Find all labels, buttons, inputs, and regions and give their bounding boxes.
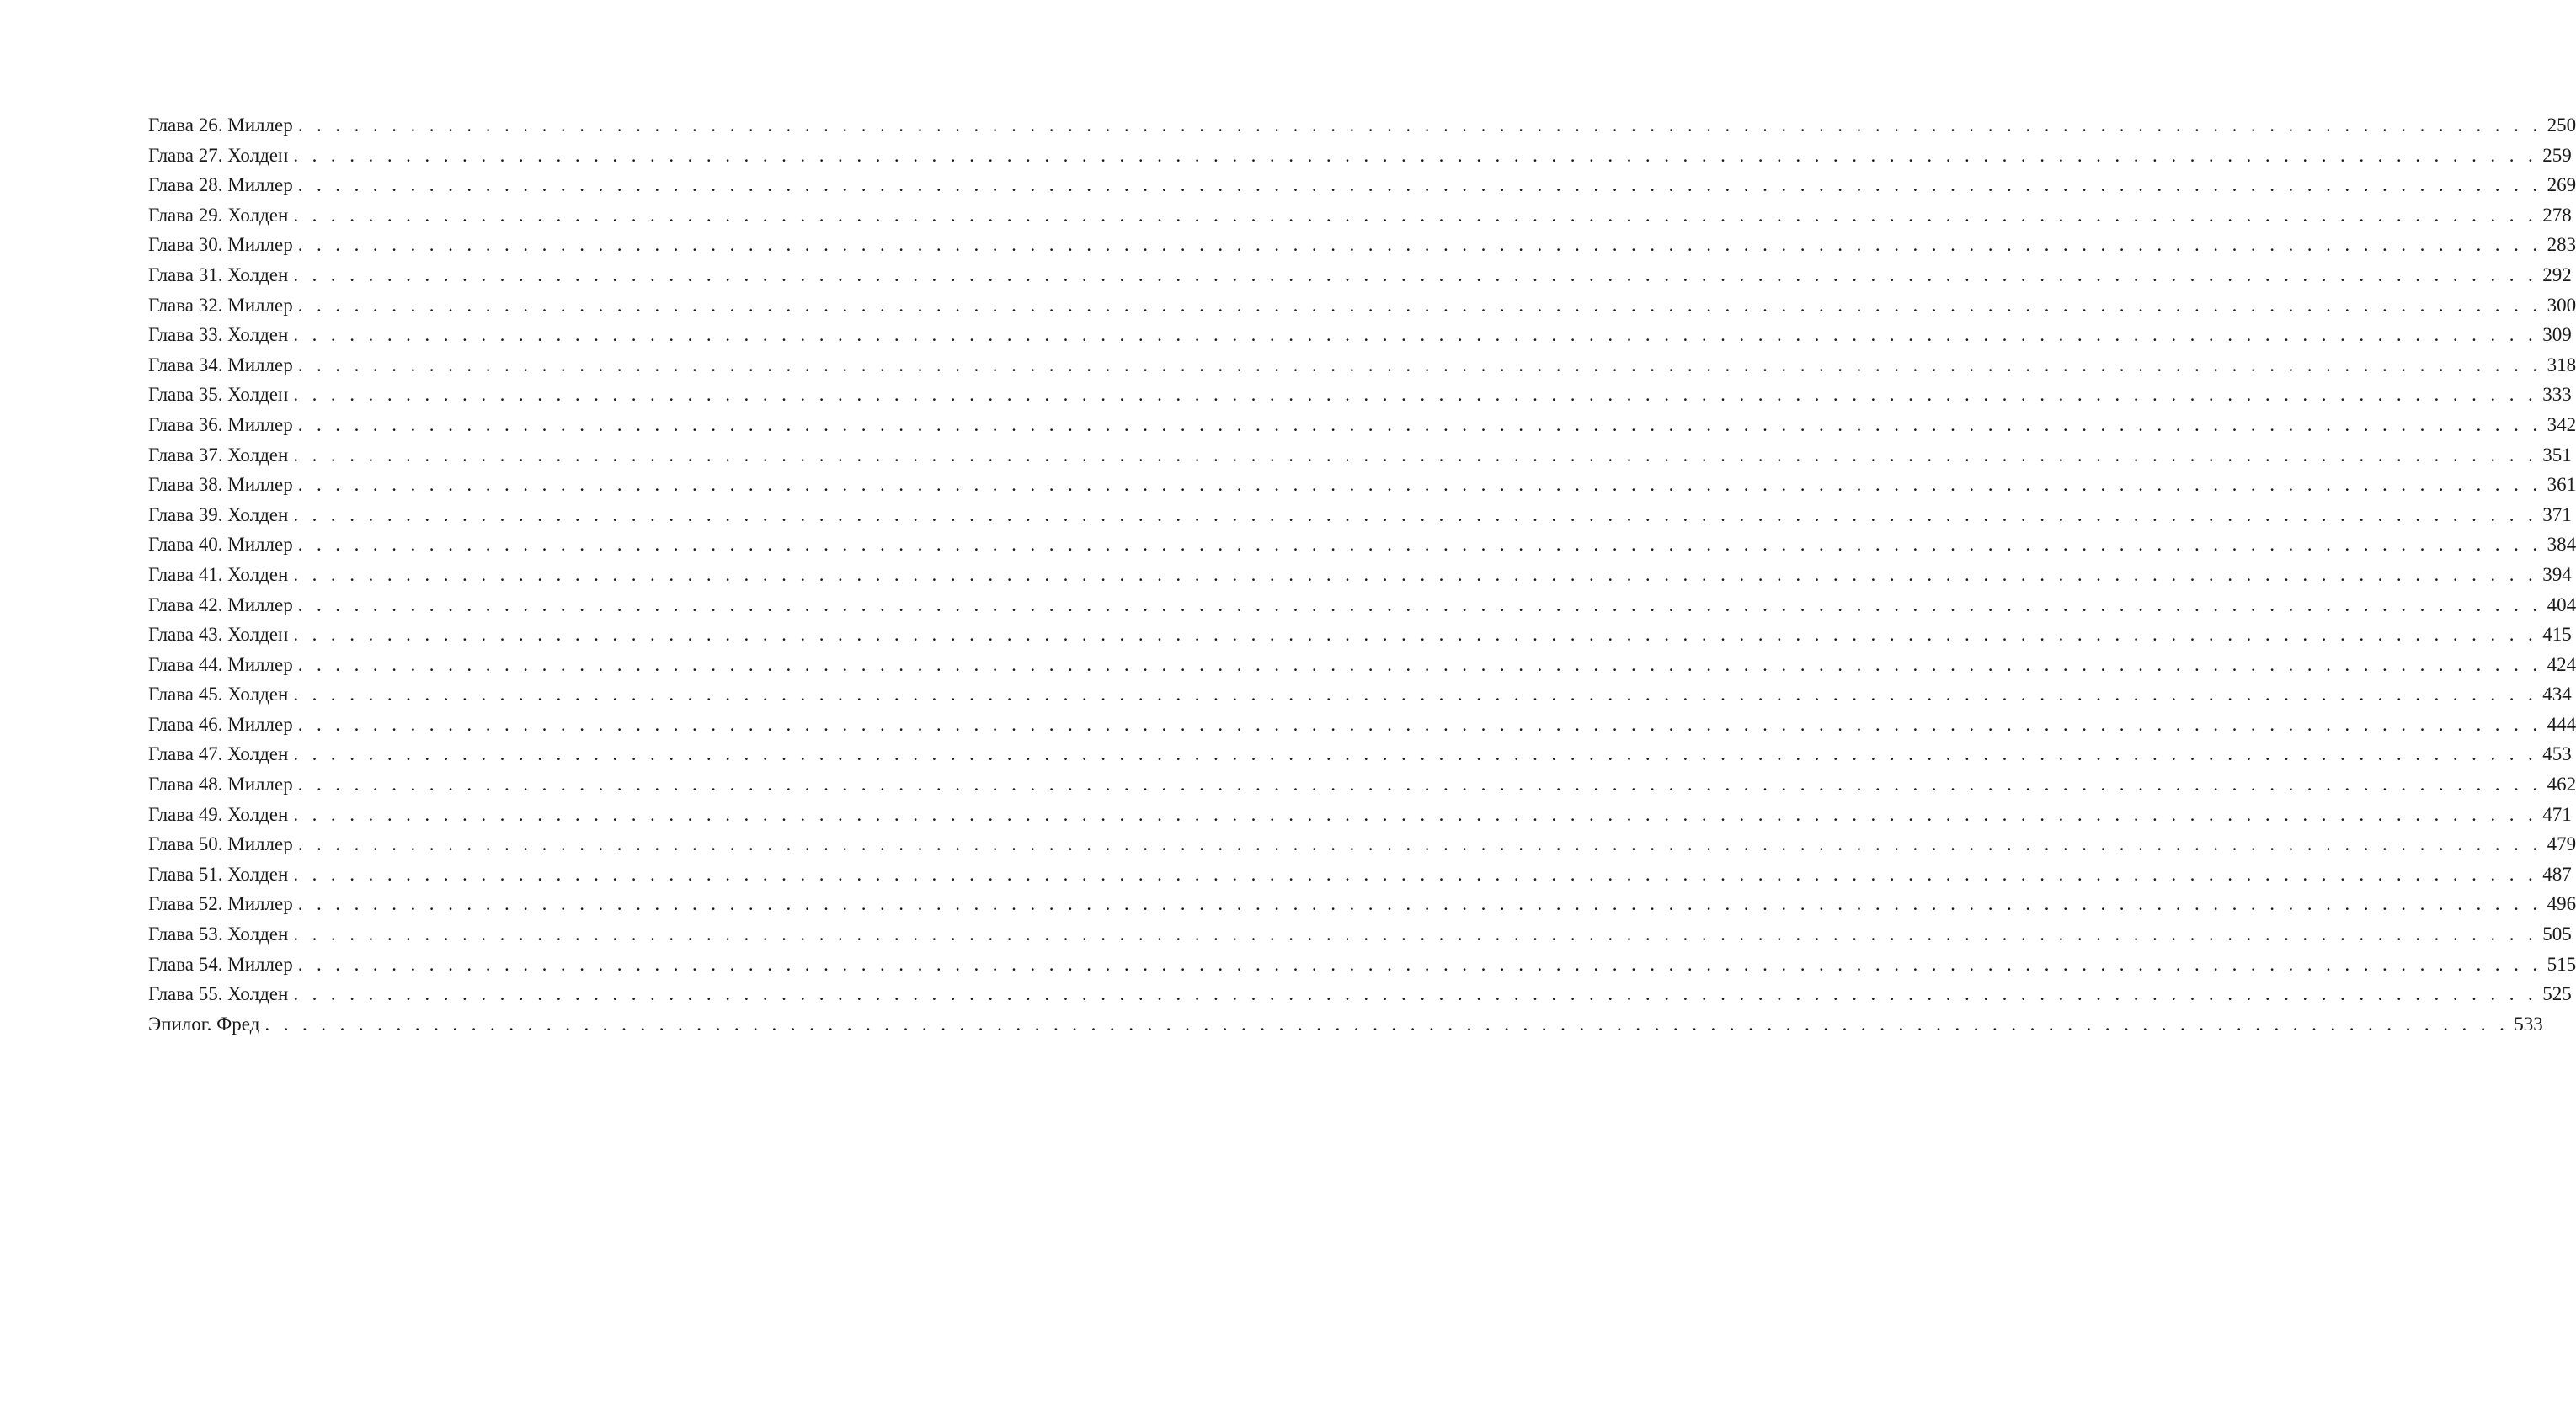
toc-entry-title: Глава 39. Холден	[148, 503, 289, 525]
toc-entry-page-number: 309	[2542, 324, 2572, 346]
toc-entry-page-number: 342	[2547, 413, 2576, 435]
dot-leader: . . . . . . . . . . . . . . . . . . . . . . . . . . . . . . . . . . . . . . . . . . . . . . . . . . . . . . . . . . . . . . . . . . . . . . . . . . . . . . . . . . . . . . . . . . . . . . . . . . . . . . . . . . . . . . . . . . . . . . . .	[297, 294, 2542, 316]
dot-leader: . . . . . . . . . . . . . . . . . . . . . . . . . . . . . . . . . . . . . . . . . . . . . . . . . . . . . . . . . . . . . . . . . . . . . . . . . . . . . . . . . . . . . . . . . . . . . . . . . . . . . . . . . . . . . . . . . . . . . . . .	[293, 204, 2538, 226]
toc-entry-title: Глава 34. Миллер	[148, 354, 293, 375]
toc-entry-page-number: 269	[2547, 174, 2576, 196]
dot-leader: . . . . . . . . . . . . . . . . . . . . . . . . . . . . . . . . . . . . . . . . . . . . . . . . . . . . . . . . . . . . . . . . . . . . . . . . . . . . . . . . . . . . . . . . . . . . . . . . . . . . . . . . . . . . . . . . . . . . . . . .	[297, 174, 2542, 196]
toc-entry-title: Глава 44. Миллер	[148, 653, 293, 675]
toc-entry-title: Глава 31. Холден	[148, 263, 289, 285]
toc-entry[interactable]	[148, 110, 2576, 141]
toc-entry-title: Глава 33. Холден	[148, 324, 289, 346]
dot-leader: . . . . . . . . . . . . . . . . . . . . . . . . . . . . . . . . . . . . . . . . . . . . . . . . . . . . . . . . . . . . . . . . . . . . . . . . . . . . . . . . . . . . . . . . . . . . . . . . . . . . . . . . . . . . . . . . . . . . . . . .	[293, 563, 2538, 585]
toc-entry[interactable]	[148, 410, 2576, 440]
dot-leader: . . . . . . . . . . . . . . . . . . . . . . . . . . . . . . . . . . . . . . . . . . . . . . . . . . . . . . . . . . . . . . . . . . . . . . . . . . . . . . . . . . . . . . . . . . . . . . . . . . . . . . . . . . . . . . . . . . . . . . . .	[297, 953, 2542, 975]
dot-leader: . . . . . . . . . . . . . . . . . . . . . . . . . . . . . . . . . . . . . . . . . . . . . . . . . . . . . . . . . . . . . . . . . . . . . . . . . . . . . . . . . . . . . . . . . . . . . . . . . . . . . . . . . . . . . . . . . . . . . . . .	[297, 593, 2542, 615]
toc-entry-title: Глава 38. Миллер	[148, 474, 293, 496]
toc-entry-page-number: 515	[2547, 953, 2576, 975]
toc-entry-page-number: 424	[2547, 653, 2576, 675]
toc-entry-title: Глава 52. Миллер	[148, 893, 293, 915]
dot-leader: . . . . . . . . . . . . . . . . . . . . . . . . . . . . . . . . . . . . . . . . . . . . . . . . . . . . . . . . . . . . . . . . . . . . . . . . . . . . . . . . . . . . . . . . . . . . . . . . . . . . . . . . . . . . . . . . . . . . . . . .	[293, 503, 2538, 525]
toc-entry-page-number: 361	[2547, 474, 2576, 496]
dot-leader: . . . . . . . . . . . . . . . . . . . . . . . . . . . . . . . . . . . . . . . . . . . . . . . . . . . . . . . . . . . . . . . . . . . . . . . . . . . . . . . . . . . . . . . . . . . . . . . . . . . . . . . . . . . . . . . . . . . . . . . .	[293, 983, 2538, 1005]
toc-entry[interactable]	[148, 710, 2576, 740]
toc-entry-title: Глава 49. Холден	[148, 803, 289, 825]
dot-leader: . . . . . . . . . . . . . . . . . . . . . . . . . . . . . . . . . . . . . . . . . . . . . . . . . . . . . . . . . . . . . . . . . . . . . . . . . . . . . . . . . . . . . . . . . . . . . . . . . . . . . . . . . . . . . . . . . . . . . . . .	[293, 444, 2538, 466]
toc-entry-title: Глава 46. Миллер	[148, 713, 293, 735]
toc-entry-page-number: 371	[2542, 503, 2572, 525]
toc-entry-page-number: 283	[2547, 234, 2576, 256]
dot-leader: . . . . . . . . . . . . . . . . . . . . . . . . . . . . . . . . . . . . . . . . . . . . . . . . . . . . . . . . . . . . . . . . . . . . . . . . . . . . . . . . . . . . . . . . . . . . . . . . . . . . . . . . . . . . . . . . . . . . . . . .	[264, 1013, 2509, 1035]
dot-leader: . . . . . . . . . . . . . . . . . . . . . . . . . . . . . . . . . . . . . . . . . . . . . . . . . . . . . . . . . . . . . . . . . . . . . . . . . . . . . . . . . . . . . . . . . . . . . . . . . . . . . . . . . . . . . . . . . . . . . . . .	[293, 863, 2538, 885]
dot-leader: . . . . . . . . . . . . . . . . . . . . . . . . . . . . . . . . . . . . . . . . . . . . . . . . . . . . . . . . . . . . . . . . . . . . . . . . . . . . . . . . . . . . . . . . . . . . . . . . . . . . . . . . . . . . . . . . . . . . . . . .	[293, 384, 2538, 406]
dot-leader: . . . . . . . . . . . . . . . . . . . . . . . . . . . . . . . . . . . . . . . . . . . . . . . . . . . . . . . . . . . . . . . . . . . . . . . . . . . . . . . . . . . . . . . . . . . . . . . . . . . . . . . . . . . . . . . . . . . . . . . .	[297, 354, 2542, 375]
toc-entry-title: Глава 37. Холден	[148, 444, 289, 466]
toc-entry-title: Глава 28. Миллер	[148, 174, 293, 196]
toc-entry[interactable]	[148, 290, 2576, 321]
toc-entry-page-number: 462	[2547, 774, 2576, 796]
toc-entry-page-number: 278	[2542, 204, 2572, 226]
toc-entry[interactable]	[148, 650, 2576, 680]
dot-leader: . . . . . . . . . . . . . . . . . . . . . . . . . . . . . . . . . . . . . . . . . . . . . . . . . . . . . . . . . . . . . . . . . . . . . . . . . . . . . . . . . . . . . . . . . . . . . . . . . . . . . . . . . . . . . . . . . . . . . . . .	[293, 624, 2538, 646]
dot-leader: . . . . . . . . . . . . . . . . . . . . . . . . . . . . . . . . . . . . . . . . . . . . . . . . . . . . . . . . . . . . . . . . . . . . . . . . . . . . . . . . . . . . . . . . . . . . . . . . . . . . . . . . . . . . . . . . . . . . . . . .	[297, 893, 2542, 915]
dot-leader: . . . . . . . . . . . . . . . . . . . . . . . . . . . . . . . . . . . . . . . . . . . . . . . . . . . . . . . . . . . . . . . . . . . . . . . . . . . . . . . . . . . . . . . . . . . . . . . . . . . . . . . . . . . . . . . . . . . . . . . .	[297, 234, 2542, 256]
dot-leader: . . . . . . . . . . . . . . . . . . . . . . . . . . . . . . . . . . . . . . . . . . . . . . . . . . . . . . . . . . . . . . . . . . . . . . . . . . . . . . . . . . . . . . . . . . . . . . . . . . . . . . . . . . . . . . . . . . . . . . . .	[297, 114, 2542, 136]
toc-entry-title: Глава 48. Миллер	[148, 774, 293, 796]
dot-leader: . . . . . . . . . . . . . . . . . . . . . . . . . . . . . . . . . . . . . . . . . . . . . . . . . . . . . . . . . . . . . . . . . . . . . . . . . . . . . . . . . . . . . . . . . . . . . . . . . . . . . . . . . . . . . . . . . . . . . . . .	[293, 803, 2538, 825]
dot-leader: . . . . . . . . . . . . . . . . . . . . . . . . . . . . . . . . . . . . . . . . . . . . . . . . . . . . . . . . . . . . . . . . . . . . . . . . . . . . . . . . . . . . . . . . . . . . . . . . . . . . . . . . . . . . . . . . . . . . . . . .	[297, 534, 2542, 556]
toc-entry[interactable]	[148, 889, 2576, 919]
toc-entry-title: Глава 45. Холден	[148, 684, 289, 705]
toc-entry[interactable]	[148, 470, 2576, 500]
toc-entry[interactable]	[148, 320, 2572, 350]
toc-entry[interactable]	[148, 200, 2572, 231]
toc-entry-page-number: 525	[2542, 983, 2572, 1005]
dot-leader: . . . . . . . . . . . . . . . . . . . . . . . . . . . . . . . . . . . . . . . . . . . . . . . . . . . . . . . . . . . . . . . . . . . . . . . . . . . . . . . . . . . . . . . . . . . . . . . . . . . . . . . . . . . . . . . . . . . . . . . .	[297, 653, 2542, 675]
toc-entry[interactable]	[148, 380, 2572, 410]
toc-entry-title: Глава 30. Миллер	[148, 234, 293, 256]
toc-entry[interactable]	[148, 530, 2576, 560]
toc-entry[interactable]	[148, 350, 2576, 381]
toc-entry-page-number: 333	[2542, 384, 2572, 406]
toc-entry[interactable]	[148, 979, 2572, 1009]
dot-leader: . . . . . . . . . . . . . . . . . . . . . . . . . . . . . . . . . . . . . . . . . . . . . . . . . . . . . . . . . . . . . . . . . . . . . . . . . . . . . . . . . . . . . . . . . . . . . . . . . . . . . . . . . . . . . . . . . . . . . . . .	[297, 413, 2542, 435]
dot-leader: . . . . . . . . . . . . . . . . . . . . . . . . . . . . . . . . . . . . . . . . . . . . . . . . . . . . . . . . . . . . . . . . . . . . . . . . . . . . . . . . . . . . . . . . . . . . . . . . . . . . . . . . . . . . . . . . . . . . . . . .	[293, 743, 2538, 765]
dot-leader: . . . . . . . . . . . . . . . . . . . . . . . . . . . . . . . . . . . . . . . . . . . . . . . . . . . . . . . . . . . . . . . . . . . . . . . . . . . . . . . . . . . . . . . . . . . . . . . . . . . . . . . . . . . . . . . . . . . . . . . .	[293, 923, 2538, 945]
toc-entry-title: Глава 40. Миллер	[148, 534, 293, 556]
toc-entry[interactable]	[148, 739, 2572, 769]
dot-leader: . . . . . . . . . . . . . . . . . . . . . . . . . . . . . . . . . . . . . . . . . . . . . . . . . . . . . . . . . . . . . . . . . . . . . . . . . . . . . . . . . . . . . . . . . . . . . . . . . . . . . . . . . . . . . . . . . . . . . . . .	[293, 684, 2538, 705]
toc-entry-page-number: 318	[2547, 354, 2576, 375]
toc-entry-page-number: 496	[2547, 893, 2576, 915]
toc-entry-page-number: 300	[2547, 294, 2576, 316]
dot-leader: . . . . . . . . . . . . . . . . . . . . . . . . . . . . . . . . . . . . . . . . . . . . . . . . . . . . . . . . . . . . . . . . . . . . . . . . . . . . . . . . . . . . . . . . . . . . . . . . . . . . . . . . . . . . . . . . . . . . . . . .	[293, 263, 2538, 285]
toc-entry-page-number: 479	[2547, 833, 2576, 855]
toc-entry-title: Глава 54. Миллер	[148, 953, 293, 975]
toc-entry[interactable]	[148, 919, 2572, 950]
toc-entry[interactable]	[148, 769, 2576, 800]
toc-entry-title: Глава 51. Холден	[148, 863, 289, 885]
toc-entry-title: Глава 41. Холден	[148, 563, 289, 585]
toc-entry[interactable]	[148, 440, 2572, 471]
toc-entry[interactable]	[148, 260, 2572, 290]
table-of-contents	[148, 110, 2576, 1039]
toc-entry-page-number: 533	[2514, 1013, 2543, 1035]
toc-entry-title: Глава 27. Холден	[148, 144, 289, 166]
toc-entry[interactable]	[148, 829, 2576, 859]
toc-entry-title: Глава 36. Миллер	[148, 413, 293, 435]
toc-entry[interactable]	[148, 679, 2572, 710]
dot-leader: . . . . . . . . . . . . . . . . . . . . . . . . . . . . . . . . . . . . . . . . . . . . . . . . . . . . . . . . . . . . . . . . . . . . . . . . . . . . . . . . . . . . . . . . . . . . . . . . . . . . . . . . . . . . . . . . . . . . . . . .	[297, 833, 2542, 855]
toc-entry[interactable]	[148, 590, 2576, 620]
toc-entry-page-number: 487	[2542, 863, 2572, 885]
dot-leader: . . . . . . . . . . . . . . . . . . . . . . . . . . . . . . . . . . . . . . . . . . . . . . . . . . . . . . . . . . . . . . . . . . . . . . . . . . . . . . . . . . . . . . . . . . . . . . . . . . . . . . . . . . . . . . . . . . . . . . . .	[297, 474, 2542, 496]
toc-entry-title: Глава 43. Холден	[148, 624, 289, 646]
toc-entry-page-number: 505	[2542, 923, 2572, 945]
toc-entry[interactable]	[148, 170, 2576, 200]
toc-entry-title: Глава 42. Миллер	[148, 593, 293, 615]
dot-leader: . . . . . . . . . . . . . . . . . . . . . . . . . . . . . . . . . . . . . . . . . . . . . . . . . . . . . . . . . . . . . . . . . . . . . . . . . . . . . . . . . . . . . . . . . . . . . . . . . . . . . . . . . . . . . . . . . . . . . . . .	[297, 713, 2542, 735]
toc-entry-page-number: 384	[2547, 534, 2576, 556]
dot-leader: . . . . . . . . . . . . . . . . . . . . . . . . . . . . . . . . . . . . . . . . . . . . . . . . . . . . . . . . . . . . . . . . . . . . . . . . . . . . . . . . . . . . . . . . . . . . . . . . . . . . . . . . . . . . . . . . . . . . . . . .	[293, 144, 2538, 166]
toc-entry-page-number: 434	[2542, 684, 2572, 705]
toc-entry-page-number: 471	[2542, 803, 2572, 825]
toc-entry-page-number: 250	[2547, 114, 2576, 136]
toc-entry-title: Глава 26. Миллер	[148, 114, 293, 136]
toc-entry-title: Глава 32. Миллер	[148, 294, 293, 316]
toc-entry[interactable]	[148, 141, 2572, 171]
toc-entry[interactable]	[148, 859, 2572, 890]
toc-entry[interactable]	[148, 950, 2576, 980]
dot-leader: . . . . . . . . . . . . . . . . . . . . . . . . . . . . . . . . . . . . . . . . . . . . . . . . . . . . . . . . . . . . . . . . . . . . . . . . . . . . . . . . . . . . . . . . . . . . . . . . . . . . . . . . . . . . . . . . . . . . . . . .	[293, 324, 2538, 346]
toc-entry-page-number: 453	[2542, 743, 2572, 765]
toc-entry-page-number: 259	[2542, 144, 2572, 166]
toc-entry-title: Глава 47. Холден	[148, 743, 289, 765]
toc-entry-title: Глава 53. Холден	[148, 923, 289, 945]
toc-entry-page-number: 415	[2542, 624, 2572, 646]
toc-entry[interactable]	[148, 800, 2572, 830]
toc-entry-title: Глава 35. Холден	[148, 384, 289, 406]
toc-entry[interactable]	[148, 560, 2572, 590]
dot-leader: . . . . . . . . . . . . . . . . . . . . . . . . . . . . . . . . . . . . . . . . . . . . . . . . . . . . . . . . . . . . . . . . . . . . . . . . . . . . . . . . . . . . . . . . . . . . . . . . . . . . . . . . . . . . . . . . . . . . . . . .	[297, 774, 2542, 796]
toc-entry[interactable]	[148, 230, 2576, 260]
toc-entry-page-number: 292	[2542, 263, 2572, 285]
toc-entry-page-number: 404	[2547, 593, 2576, 615]
toc-entry-title: Глава 29. Холден	[148, 204, 289, 226]
toc-entry-page-number: 444	[2547, 713, 2576, 735]
toc-entry[interactable]	[148, 620, 2572, 650]
toc-entry-title: Эпилог. Фред	[148, 1013, 260, 1035]
toc-entry[interactable]	[148, 1009, 2543, 1040]
toc-entry-title: Глава 55. Холден	[148, 983, 289, 1005]
toc-entry-page-number: 394	[2542, 563, 2572, 585]
toc-entry[interactable]	[148, 500, 2572, 530]
toc-entry-title: Глава 50. Миллер	[148, 833, 293, 855]
toc-entry-page-number: 351	[2542, 444, 2572, 466]
